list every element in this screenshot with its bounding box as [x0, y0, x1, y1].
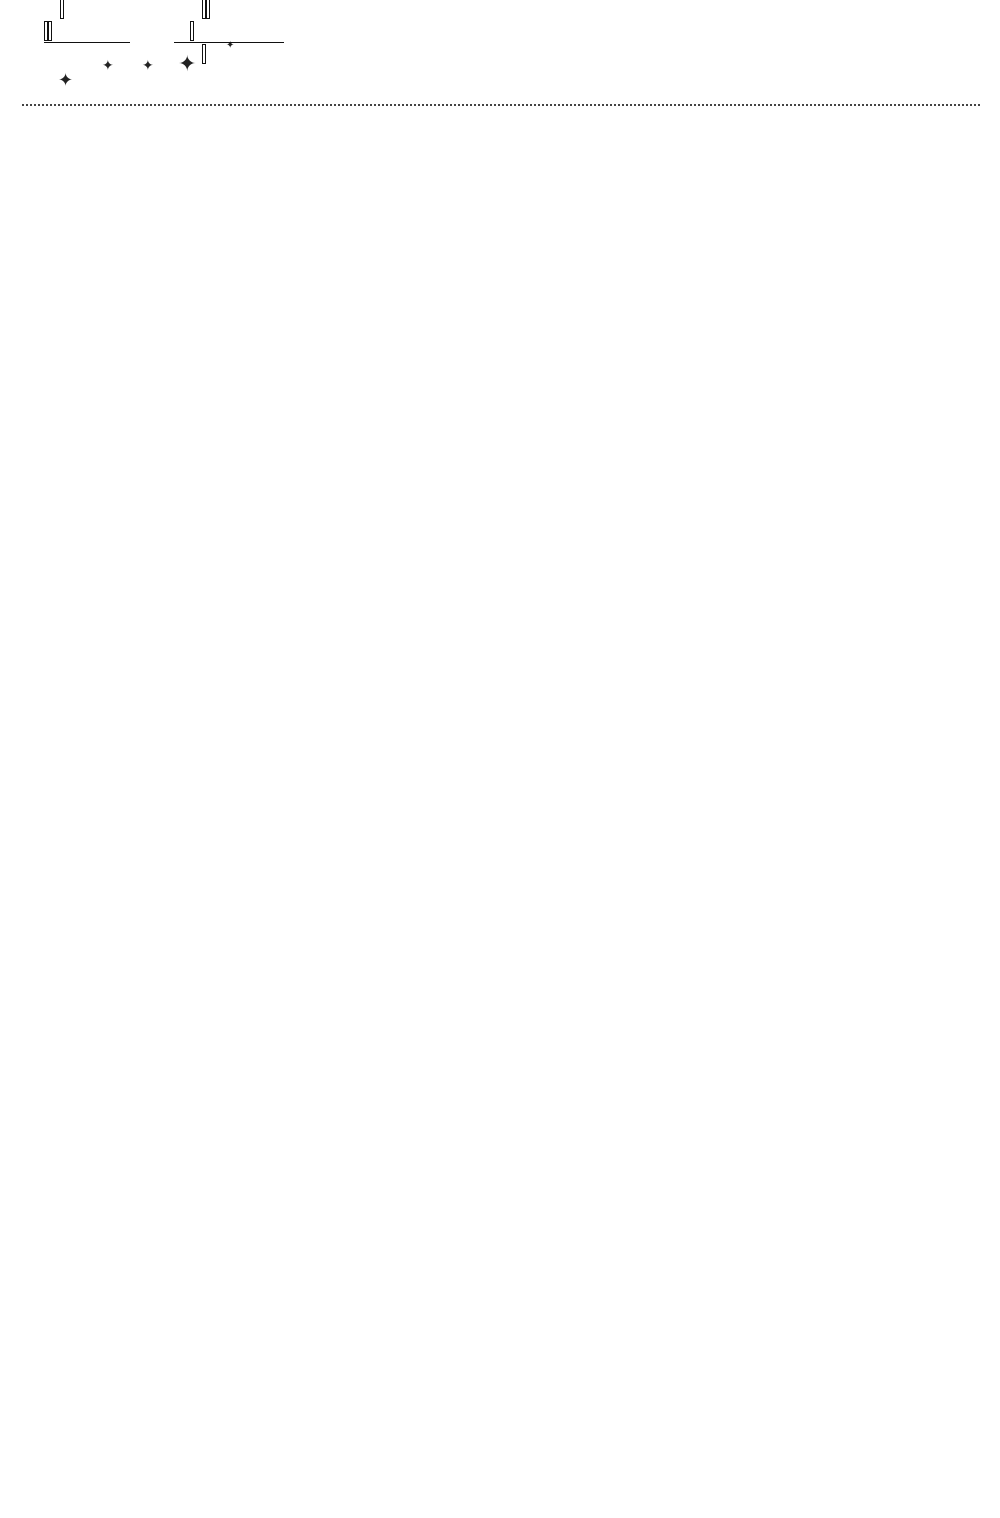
blank-box [48, 21, 52, 41]
star-icon: ✦ [178, 52, 197, 77]
calc-sub-bar [174, 42, 284, 43]
star-icon: ✦ [102, 58, 114, 74]
star-icon: ✦ [58, 70, 74, 91]
star-icon: ✦ [226, 40, 235, 51]
calc-sub-result [202, 45, 206, 63]
blank-box [60, 0, 64, 19]
header-divider [22, 104, 980, 106]
vertical-calculations [34, 0, 454, 70]
calc-add-bar [44, 42, 130, 43]
blank-box [206, 0, 210, 19]
calc-sub-row1 [202, 0, 210, 18]
watermark-logo [798, 1418, 978, 1508]
blank-box [190, 21, 194, 41]
blank-box [202, 44, 206, 64]
calc-add-row1 [60, 0, 64, 18]
star-icon: ✦ [142, 58, 154, 74]
calc-add-row2 [44, 22, 52, 40]
calc-sub-row2 [174, 22, 194, 40]
